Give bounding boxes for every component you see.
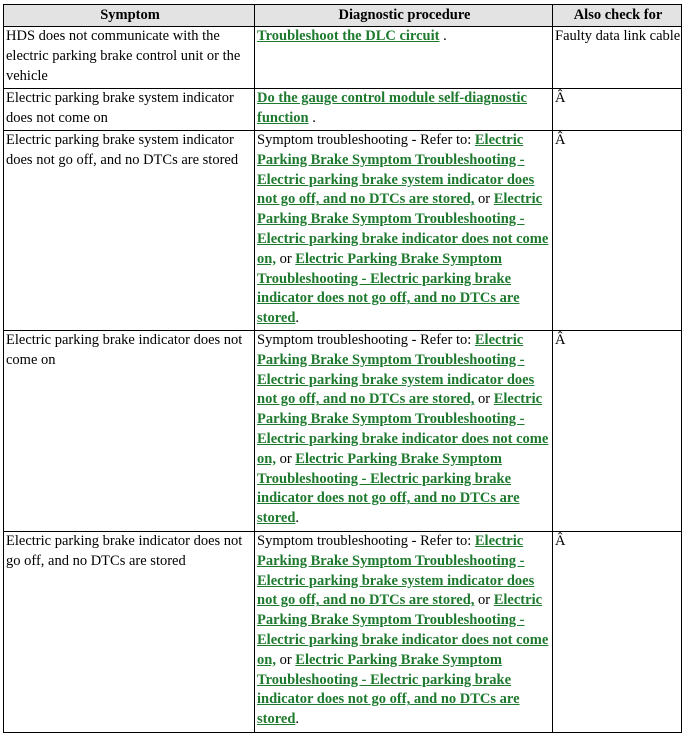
symptom-link-system-indicator-no-off[interactable]: Electric Parking Brake Symptom Troubleshooting - Electric parking brake system indicator does not go off, and no DTCs are stored, [257,533,535,609]
procedure-tail: . [308,109,316,126]
procedure-prefix: Symptom troubleshooting - Refer to: [257,132,475,148]
symptom-cell: HDS does not communicate with the electric parking brake control unit or the vehicle [4,27,255,89]
link-separator: or [275,250,296,267]
symptom-link-indicator-no-on[interactable]: Electric Parking Brake Symptom Troubleshooting - Electric parking brake indicator does not come on, [257,191,549,267]
procedure-prefix: Symptom troubleshooting - Refer to: [257,332,475,348]
procedure-cell [255,131,553,331]
procedure-cell [255,532,553,733]
symptom-cell: Electric parking brake indicator does not go off, and no DTCs are stored [4,532,255,733]
link-separator: or [275,450,296,467]
also-check-cell: Â [553,131,682,331]
symptom-cell: Electric parking brake system indicator does not come on [4,89,255,131]
symptom-link-indicator-no-on[interactable]: Electric Parking Brake Symptom Troubleshooting - Electric parking brake indicator does not come on, [257,592,549,668]
header-procedure: Diagnostic procedure [255,5,553,27]
procedure-cell [255,89,553,131]
procedure-link[interactable]: Troubleshoot the DLC circuit [257,28,440,44]
header-also-check: Also check for [553,5,682,27]
table-row [4,532,682,733]
symptom-link-system-indicator-no-off[interactable]: Electric Parking Brake Symptom Troubleshooting - Electric parking brake system indicator does not go off, and no DTCs are stored, [257,332,535,408]
table-row [4,27,682,89]
link-separator: or [275,651,296,668]
also-check-cell: Â [553,331,682,532]
diagnostic-table [3,4,682,733]
procedure-end: . [295,510,300,527]
symptom-link-system-indicator-no-off[interactable]: Electric Parking Brake Symptom Troubleshooting - Electric parking brake system indicator does not go off, and no DTCs are stored, [257,132,535,208]
procedure-cell [255,27,553,89]
procedure-link[interactable]: Do the gauge control module self-diagnostic function [257,90,527,126]
symptom-link-indicator-no-off[interactable]: Electric Parking Brake Symptom Troubleshooting - Electric parking brake indicator does not go off, and no DTCs are stored [257,651,520,728]
symptom-link-indicator-no-off[interactable]: Electric Parking Brake Symptom Troubleshooting - Electric parking brake indicator does not go off, and no DTCs are stored [257,450,520,527]
procedure-end: . [295,310,300,327]
procedure-end: . [295,711,300,728]
header-row [4,5,682,27]
procedure-prefix: Symptom troubleshooting - Refer to: [257,533,475,549]
table-row [4,89,682,131]
symptom-cell: Electric parking brake system indicator does not go off, and no DTCs are stored [4,131,255,331]
header-symptom: Symptom [4,5,255,27]
also-check-cell: Faulty data link cable [553,27,682,89]
symptom-link-indicator-no-off[interactable]: Electric Parking Brake Symptom Troubleshooting - Electric parking brake indicator does not go off, and no DTCs are stored [257,250,520,327]
link-separator: or [474,191,494,208]
table-row [4,331,682,532]
link-separator: or [474,592,494,609]
symptom-cell: Electric parking brake indicator does not come on [4,331,255,532]
also-check-cell: Â [553,89,682,131]
table-row [4,131,682,331]
symptom-link-indicator-no-on[interactable]: Electric Parking Brake Symptom Troubleshooting - Electric parking brake indicator does not come on, [257,391,549,467]
procedure-tail: . [439,28,447,44]
procedure-cell [255,331,553,532]
also-check-cell: Â [553,532,682,733]
link-separator: or [474,391,494,408]
